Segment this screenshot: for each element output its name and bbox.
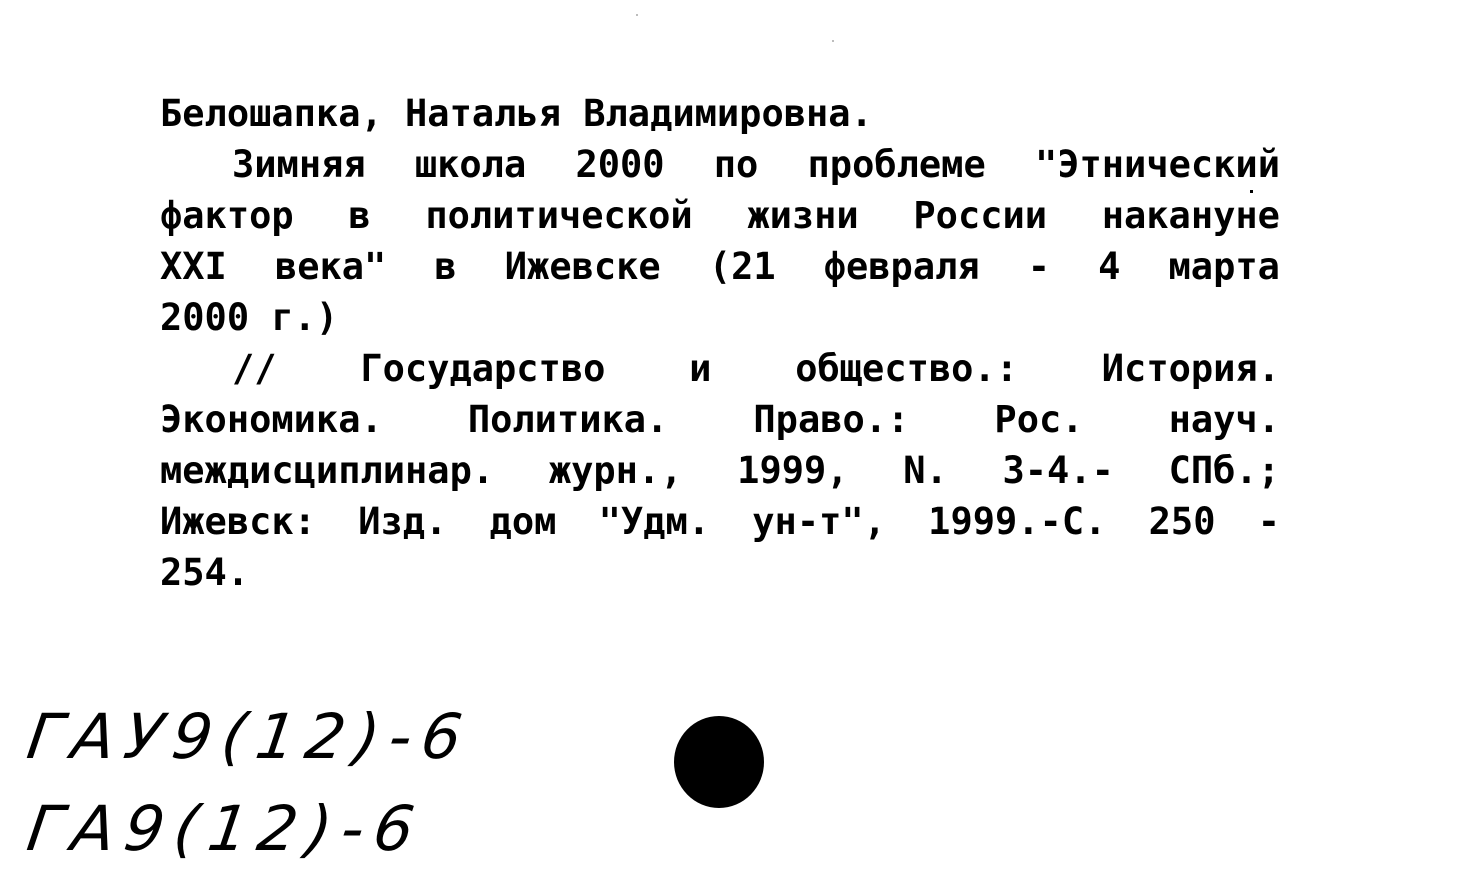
word: жизни bbox=[747, 194, 859, 237]
word: дом bbox=[489, 500, 557, 543]
word: и bbox=[689, 347, 712, 390]
title-line-2 bbox=[160, 190, 1280, 241]
word: Ижевске bbox=[504, 245, 661, 288]
word: 250 bbox=[1148, 500, 1216, 543]
word: // bbox=[232, 347, 277, 390]
word: фактор bbox=[160, 194, 294, 237]
word: накануне bbox=[1101, 194, 1280, 237]
title-line-3 bbox=[160, 241, 1280, 292]
shelfmark-handwritten-2: ГА9(12)-6 bbox=[22, 792, 429, 865]
word: (21 bbox=[708, 245, 776, 288]
source-line-4 bbox=[160, 496, 1280, 547]
word: марта bbox=[1168, 245, 1280, 288]
word: Право.: bbox=[753, 398, 910, 441]
word: Ижевск: bbox=[160, 500, 316, 543]
word: Зимняя bbox=[232, 143, 366, 186]
source-line-1 bbox=[160, 343, 1280, 394]
word: России bbox=[913, 194, 1048, 237]
word: междисциплинар. bbox=[160, 449, 495, 492]
word: Политика. bbox=[467, 398, 669, 441]
source-line-3 bbox=[160, 445, 1280, 496]
title-line-1 bbox=[160, 139, 1280, 190]
word: 4 bbox=[1098, 245, 1121, 288]
word: - bbox=[1257, 500, 1280, 543]
word: "Удм. bbox=[598, 500, 711, 543]
word: общество.: bbox=[795, 347, 1018, 390]
bibliographic-entry bbox=[160, 88, 1280, 598]
word: по bbox=[713, 143, 759, 186]
word: СПб.; bbox=[1168, 449, 1280, 492]
word: Государство bbox=[360, 347, 606, 390]
word: в bbox=[434, 245, 457, 288]
source-line-5: 254. bbox=[160, 551, 250, 594]
word: Рос. bbox=[994, 398, 1084, 441]
punch-hole bbox=[674, 716, 764, 808]
word: Экономика. bbox=[160, 398, 383, 441]
speck bbox=[832, 40, 834, 42]
word: проблеме bbox=[807, 143, 986, 186]
word: в bbox=[348, 194, 371, 237]
word: политической bbox=[425, 194, 693, 237]
word: 2000 bbox=[575, 143, 665, 186]
word: "Этнический bbox=[1034, 143, 1280, 186]
word: журн., bbox=[548, 449, 683, 492]
word: - bbox=[1027, 245, 1051, 288]
word: века" bbox=[274, 245, 387, 288]
word: 3-4.- bbox=[1002, 449, 1114, 492]
word: ун-т", bbox=[752, 500, 886, 543]
word: N. bbox=[903, 449, 948, 492]
word: науч. bbox=[1168, 398, 1280, 441]
word: февраля bbox=[823, 245, 980, 288]
word: 1999, bbox=[737, 449, 849, 492]
speck bbox=[636, 14, 638, 16]
author-name: Белошапка, Наталья Владимировна. bbox=[160, 92, 873, 135]
word: Изд. bbox=[358, 500, 448, 543]
word: XXI bbox=[160, 245, 227, 288]
shelfmark-handwritten-1: ГАУ9(12)-6 bbox=[22, 700, 477, 773]
source-line-2 bbox=[160, 394, 1280, 445]
word: школа bbox=[414, 143, 527, 186]
title-line-4: 2000 г.) bbox=[160, 296, 339, 339]
word: История. bbox=[1101, 347, 1280, 390]
word: 1999.-С. bbox=[928, 500, 1107, 543]
